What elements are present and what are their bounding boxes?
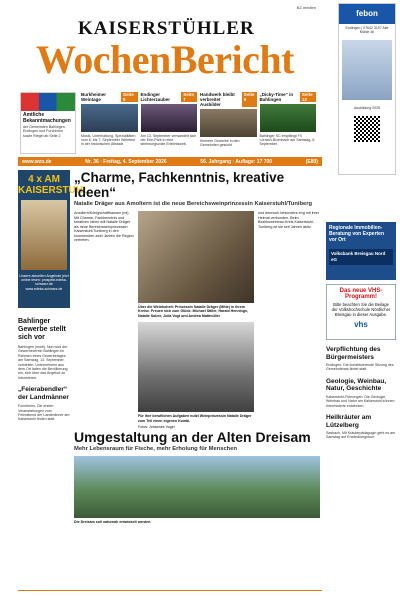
- volksbank-ad-text: Regionale Immobilien-Beratung von Experten vor Ort: [329, 225, 385, 243]
- febon-ad[interactable]: [338, 3, 396, 175]
- promo-headline: 4 x AM KAISERSTUHL: [18, 174, 90, 196]
- febon-subtitle: Endingen | 07642 3197 Alte Mühle 4b: [345, 26, 389, 34]
- promo-url[interactable]: www.edeka-schwarz.de: [25, 286, 63, 291]
- newspaper-title-line1: KAISERSTÜHLER: [78, 18, 255, 39]
- article-headline: Geologie, Weinbau, Natur, Geschichte: [326, 377, 387, 393]
- right-column: [326, 222, 396, 440]
- teaser-head: Endinger Lichterzauber: [140, 92, 171, 102]
- article-headline: Heilkräuter am Lützelberg: [326, 414, 372, 429]
- lead-photo-caption: Über die Weinhoheit: Prinzessin Natalie Dräger (Mitte) in ihrem Kreise. Freuen sich zum Glück: Michael Stiller, Harald Hennings, Natalie Salzer, Julia Vogt und Andrea Mattmüller: [138, 305, 249, 318]
- article-headline: Verpflichtung des Bürgermeisters: [326, 346, 381, 361]
- lead-article: [74, 170, 320, 429]
- vhs-logo: vhs: [354, 320, 368, 329]
- official-notices-title: Amtliche Bekanntmachungen: [23, 112, 71, 124]
- car-photo: [138, 322, 254, 412]
- photo-credit: Fotos: Johannes Vogel: [138, 425, 175, 430]
- article-body: Sasbach. Mit Kräuterpädagogin geht es am Samstag auf Entdeckungstour.: [326, 431, 396, 440]
- secondary-subline: Mehr Lebensraum für Fische, mehr Erholung für Menschen: [74, 446, 237, 452]
- teaser-text: Musik, Unterhaltung, Spezialitäten vom 6. bis 7. September Weinfest in der historischen Altstadt: [81, 134, 136, 147]
- teaser-head: Handwerk bleibt verbreitet Ausbilder: [200, 92, 235, 107]
- municipal-crest-icons: [21, 93, 75, 111]
- teaser-image: [200, 109, 257, 137]
- secondary-article: [74, 430, 320, 524]
- article-body: Forchheim. Die ersten Veranstaltungen zum Feierabend der Landmänner am Kaiserstuhl finden statt.: [18, 404, 70, 422]
- teaser-item[interactable]: [81, 92, 138, 154]
- teaser-text: Bahlinger SC empfängt FV Lörrach-Brombach am Samstag, 6. September.: [259, 134, 316, 147]
- teaser-text: Am 13. September verwandelt sich der Erle-Park in eine stimmungsvolle Erlebniswelt.: [140, 134, 197, 147]
- edeka-promo-ad[interactable]: [18, 170, 90, 308]
- issue-info-bar: [18, 157, 322, 166]
- price-code: (E80): [305, 158, 318, 165]
- circulation: 56. Jahrgang · Auflage: 17 700: [200, 158, 273, 165]
- newspaper-title-line2: WochenBericht: [36, 37, 294, 82]
- vhs-ad-text: Bitte beachten Sie die Beilage der Volkshochschule Nördlicher Breisgau in dieser Ausgabe.: [331, 302, 391, 317]
- secondary-headline: Umgestaltung an der Alten Dreisam: [74, 429, 311, 445]
- volksbank-ad[interactable]: [326, 222, 396, 280]
- publisher-brand: BZ.medien: [296, 5, 316, 10]
- promo-image: [21, 200, 67, 270]
- teaser-image: [260, 104, 317, 132]
- lead-photo: [138, 211, 254, 303]
- article-body: Kaiserstuhl-Führungen: Die Geologie, Weinbau und Natur am Kaiserstuhl können Interessierte entdecken.: [326, 394, 395, 408]
- vhs-ad[interactable]: [326, 284, 396, 340]
- promo-text: Unsere aktuellen Angebote jetzt online lesen: prospekt.edeka-schwarz.de: [19, 274, 69, 287]
- teaser-text: Kleinere Gewerbe in den Gemeinden gesucht: [200, 139, 240, 148]
- footer-divider: [18, 590, 322, 591]
- official-notices-box[interactable]: [20, 92, 76, 154]
- article-body: Endingen. Die konstituierende Sitzung des Gemeinderats findet statt.: [326, 363, 394, 372]
- teaser-head: Burkheimer Weintage: [81, 92, 107, 102]
- website-link[interactable]: www.wzo.de: [22, 158, 52, 165]
- lead-subline: Natalie Dräger aus Amoltern ist die neue Bereichsweinprinzessin Kaiserstuhl/Tuniberg: [74, 201, 313, 207]
- article-headline: Bahlinger Gewerbe stellt sich vor: [18, 318, 66, 341]
- lead-body-col1: Amoltern/Königschaffhausen (mi). Mit Charme, Fachkenntnis und kreativen Ideen will Natalie Dräger als neue Bereichsweinprinzessin Kaiserstuhl/Tuniberg in den kommenden zwei Jahren die Region vertreten.: [74, 211, 134, 242]
- lead-headline: „Charme, Fachkenntnis, kreative Ideen“: [74, 170, 285, 200]
- febon-footer: Ausbildung 2025: [353, 106, 381, 110]
- teaser-page: Seite 7: [181, 92, 197, 102]
- teaser-image: [81, 104, 138, 132]
- teaser-item[interactable]: [200, 92, 257, 154]
- teaser-head: „Dicky-Time“ in Bahlingen: [259, 92, 294, 102]
- teaser-page: Seite 9: [242, 92, 257, 107]
- dreisam-photo: [74, 456, 320, 518]
- official-notices-text: der Gemeinden Bahlingen, Endingen und Forchheim sowie Riegel ab Seite 2: [23, 125, 66, 138]
- qr-code-icon: [354, 116, 380, 142]
- lead-body-col2: und dennoch besonders eng mit ihrer Heimat verbunden. Beim Bezirksweinbau-Kreis Kaiserstuhl-Tuniberg ist sie seit Jahren aktiv.: [258, 211, 320, 229]
- dreisam-photo-caption: Die Dreisam soll naturnah entwickelt werden.: [74, 520, 152, 524]
- teaser-image: [141, 104, 198, 132]
- febon-logo: febon: [339, 4, 395, 24]
- issue-number: Nr. 36 · Freitag, 4. September 2026: [85, 158, 167, 165]
- article-body: Bahlingen (mwb). Nun wird der Gewerbeverein Bahlingen im Rahmen eines Gewerbetages am Samstag, 13. September, vorstellen. Unternehmen aus dem Ort laden die Bevölkerung ein, sich über das Angebot zu informieren.: [18, 345, 68, 380]
- article-headline: „Feierabendler“ der Landmänner: [18, 386, 69, 401]
- left-column: [18, 170, 90, 422]
- volksbank-logo: Volksbank Breisgau Nord eG: [329, 249, 393, 265]
- teaser-item[interactable]: [260, 92, 317, 154]
- febon-image: [342, 40, 392, 100]
- car-photo-caption: Für ihre beruflichen Aufgaben nutzt Weinprinzessin Natalie Dräger zum Teil einen eigenen Kombi.: [138, 414, 252, 423]
- teaser-item[interactable]: [141, 92, 198, 154]
- teaser-page: Seite 5: [121, 92, 138, 102]
- teaser-page: Seite 12: [300, 92, 316, 102]
- vhs-ad-headline: Das neue VHS-Programm!: [339, 288, 383, 300]
